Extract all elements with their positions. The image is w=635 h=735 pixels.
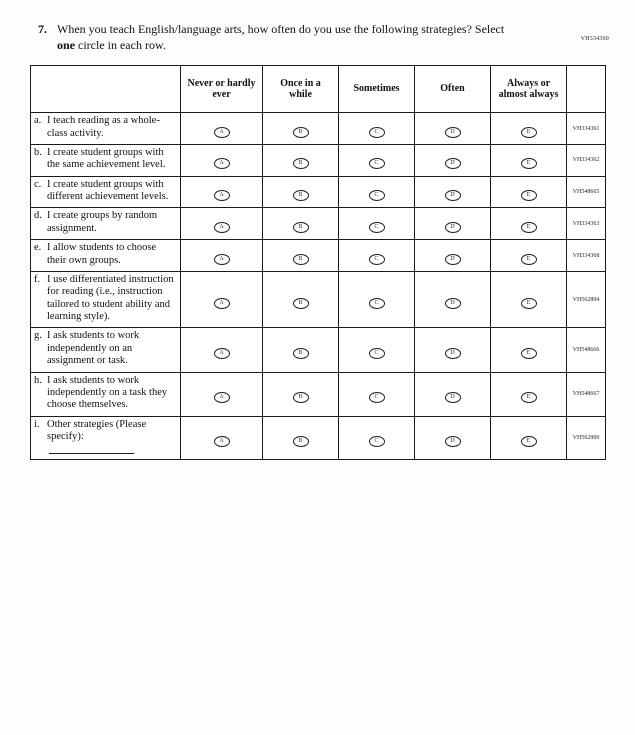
row-item-cell bbox=[31, 372, 181, 416]
row-letter: e. bbox=[34, 242, 42, 254]
answer-bubble-5[interactable]: E bbox=[521, 190, 537, 201]
table-row bbox=[31, 271, 606, 328]
answer-cell-1 bbox=[181, 271, 263, 328]
code-column-header bbox=[567, 66, 606, 113]
column-header-never-or-hardly-ever: Never or hardly ever bbox=[181, 66, 263, 113]
row-item-cell bbox=[31, 176, 181, 208]
answer-cell-5 bbox=[491, 328, 567, 372]
answer-cell-1 bbox=[181, 372, 263, 416]
answer-bubble-2[interactable]: B bbox=[293, 392, 309, 403]
row-item-cell bbox=[31, 271, 181, 328]
answer-bubble-4[interactable]: D bbox=[445, 158, 461, 169]
answer-cell-2 bbox=[263, 208, 339, 240]
form-code: VH334360 bbox=[580, 36, 609, 42]
question-bold-word: one bbox=[57, 37, 75, 52]
row-letter: h. bbox=[34, 374, 42, 386]
answer-cell-4 bbox=[415, 271, 491, 328]
answer-bubble-4[interactable]: D bbox=[445, 392, 461, 403]
row-text: I create groups by random assignment. bbox=[47, 210, 158, 234]
answer-cell-2 bbox=[263, 416, 339, 460]
table-body bbox=[31, 113, 606, 460]
answer-bubble-2[interactable]: B bbox=[293, 254, 309, 265]
answer-bubble-2[interactable]: B bbox=[293, 222, 309, 233]
answer-bubble-1[interactable]: A bbox=[214, 158, 230, 169]
answer-cell-4 bbox=[415, 328, 491, 372]
answer-bubble-3[interactable]: C bbox=[369, 348, 385, 359]
row-letter: a. bbox=[34, 115, 42, 127]
answer-cell-4 bbox=[415, 372, 491, 416]
row-code: VH334363 bbox=[567, 208, 606, 240]
column-header-sometimes: Sometimes bbox=[339, 66, 415, 113]
answer-bubble-1[interactable]: A bbox=[214, 298, 230, 309]
row-code: VH334362 bbox=[567, 144, 606, 176]
answer-cell-5 bbox=[491, 208, 567, 240]
answer-bubble-2[interactable]: B bbox=[293, 190, 309, 201]
answer-cell-2 bbox=[263, 176, 339, 208]
row-text: I create student groups with the same achievement level. bbox=[47, 146, 166, 171]
row-letter: g. bbox=[34, 330, 42, 342]
answer-bubble-2[interactable]: B bbox=[293, 348, 309, 359]
table-row bbox=[31, 372, 606, 416]
table-row bbox=[31, 113, 606, 145]
row-code: VH562894 bbox=[567, 271, 606, 328]
answer-bubble-1[interactable]: A bbox=[214, 348, 230, 359]
answer-bubble-1[interactable]: A bbox=[214, 436, 230, 447]
answer-cell-1 bbox=[181, 208, 263, 240]
row-code: VH548666 bbox=[567, 328, 606, 372]
answer-cell-2 bbox=[263, 113, 339, 145]
answer-cell-4 bbox=[415, 144, 491, 176]
answer-cell-4 bbox=[415, 113, 491, 145]
answer-cell-2 bbox=[263, 240, 339, 272]
question-text-part2: circle in each row. bbox=[75, 37, 166, 52]
answer-cell-3 bbox=[339, 113, 415, 145]
row-code: VH334368 bbox=[567, 240, 606, 272]
table-row bbox=[31, 176, 606, 208]
answer-cell-2 bbox=[263, 328, 339, 372]
row-code: VH548665 bbox=[567, 176, 606, 208]
answer-bubble-1[interactable]: A bbox=[214, 190, 230, 201]
table-header-row bbox=[31, 66, 606, 113]
answer-cell-1 bbox=[181, 416, 263, 460]
answer-bubble-2[interactable]: B bbox=[293, 298, 309, 309]
answer-cell-3 bbox=[339, 208, 415, 240]
answer-cell-2 bbox=[263, 372, 339, 416]
row-letter: f. bbox=[34, 273, 41, 285]
question-number: 7. bbox=[38, 22, 47, 36]
answer-cell-1 bbox=[181, 240, 263, 272]
table-row bbox=[31, 240, 606, 272]
answer-cell-1 bbox=[181, 144, 263, 176]
row-code: VH562900 bbox=[567, 416, 606, 460]
answer-cell-4 bbox=[415, 240, 491, 272]
answer-cell-2 bbox=[263, 271, 339, 328]
answer-bubble-3[interactable]: C bbox=[369, 127, 385, 138]
answer-cell-5 bbox=[491, 176, 567, 208]
answer-bubble-4[interactable]: D bbox=[445, 222, 461, 233]
answer-bubble-1[interactable]: A bbox=[214, 222, 230, 233]
answer-bubble-1[interactable]: A bbox=[214, 127, 230, 138]
row-letter: i. bbox=[34, 418, 40, 430]
column-header-often: Often bbox=[415, 66, 491, 113]
answer-bubble-4[interactable]: D bbox=[445, 190, 461, 201]
answer-bubble-4[interactable]: D bbox=[445, 348, 461, 359]
item-column-header bbox=[31, 66, 181, 113]
row-text: I ask students to work independently on an assignment or task. bbox=[47, 330, 140, 367]
specify-blank-line[interactable] bbox=[49, 452, 134, 454]
row-letter: d. bbox=[34, 210, 42, 222]
answer-bubble-4[interactable]: D bbox=[445, 127, 461, 138]
answer-cell-5 bbox=[491, 144, 567, 176]
row-letter: b. bbox=[34, 146, 42, 158]
table-row bbox=[31, 416, 606, 460]
answer-bubble-3[interactable]: C bbox=[369, 190, 385, 201]
answer-bubble-5[interactable]: E bbox=[521, 298, 537, 309]
answer-bubble-3[interactable]: C bbox=[369, 158, 385, 169]
row-letter: c. bbox=[34, 178, 42, 190]
answer-bubble-3[interactable]: C bbox=[369, 392, 385, 403]
answer-bubble-2[interactable]: B bbox=[293, 436, 309, 447]
answer-bubble-4[interactable]: D bbox=[445, 436, 461, 447]
row-item-cell bbox=[31, 328, 181, 372]
answer-cell-5 bbox=[491, 113, 567, 145]
answer-cell-1 bbox=[181, 113, 263, 145]
answer-cell-3 bbox=[339, 271, 415, 328]
questionnaire-page bbox=[0, 22, 635, 460]
row-code: VH548667 bbox=[567, 372, 606, 416]
answer-cell-3 bbox=[339, 240, 415, 272]
answer-cell-3 bbox=[339, 416, 415, 460]
row-text: I allow students to choose their own groups. bbox=[47, 242, 157, 266]
row-text: I create student groups with different achievement levels. bbox=[47, 178, 169, 203]
row-item-cell bbox=[31, 208, 181, 240]
answer-bubble-2[interactable]: B bbox=[293, 127, 309, 138]
answer-cell-3 bbox=[339, 144, 415, 176]
answer-cell-5 bbox=[491, 240, 567, 272]
answer-bubble-5[interactable]: E bbox=[521, 127, 537, 138]
row-text: I use differentiated instruction for reading (i.e., instruction tailored to student ability and learning style). bbox=[47, 273, 174, 323]
row-code: VH334361 bbox=[567, 113, 606, 145]
table-row bbox=[31, 144, 606, 176]
answer-cell-4 bbox=[415, 176, 491, 208]
question-block bbox=[38, 22, 635, 53]
answer-bubble-1[interactable]: A bbox=[214, 392, 230, 403]
answer-bubble-3[interactable]: C bbox=[369, 436, 385, 447]
answer-bubble-3[interactable]: C bbox=[369, 222, 385, 233]
row-text: Other strategies (Please specify): bbox=[47, 418, 147, 443]
answer-cell-5 bbox=[491, 271, 567, 328]
question-text-part1: When you teach English/language arts, how often do you use the following strategies? Select bbox=[57, 22, 505, 36]
answer-bubble-1[interactable]: A bbox=[214, 254, 230, 265]
answer-bubble-5[interactable]: E bbox=[521, 254, 537, 265]
strategies-table bbox=[30, 65, 606, 460]
row-text: I teach reading as a whole-class activity. bbox=[47, 115, 160, 139]
answer-cell-5 bbox=[491, 416, 567, 460]
answer-cell-4 bbox=[415, 416, 491, 460]
answer-cell-3 bbox=[339, 176, 415, 208]
answer-bubble-5[interactable]: E bbox=[521, 436, 537, 447]
answer-bubble-4[interactable]: D bbox=[445, 298, 461, 309]
answer-bubble-2[interactable]: B bbox=[293, 158, 309, 169]
row-item-cell bbox=[31, 240, 181, 272]
answer-cell-1 bbox=[181, 176, 263, 208]
answer-cell-2 bbox=[263, 144, 339, 176]
table-row bbox=[31, 208, 606, 240]
answer-bubble-5[interactable]: E bbox=[521, 158, 537, 169]
answer-bubble-4[interactable]: D bbox=[445, 254, 461, 265]
answer-cell-3 bbox=[339, 328, 415, 372]
answer-bubble-5[interactable]: E bbox=[521, 222, 537, 233]
table-row bbox=[31, 328, 606, 372]
answer-cell-3 bbox=[339, 372, 415, 416]
row-item-cell bbox=[31, 113, 181, 145]
answer-bubble-3[interactable]: C bbox=[369, 298, 385, 309]
question-text bbox=[57, 22, 509, 53]
answer-cell-5 bbox=[491, 372, 567, 416]
answer-bubble-5[interactable]: E bbox=[521, 348, 537, 359]
row-item-cell bbox=[31, 416, 181, 460]
answer-cell-1 bbox=[181, 328, 263, 372]
answer-bubble-3[interactable]: C bbox=[369, 254, 385, 265]
row-text: I ask students to work independently on a task they choose themselves. bbox=[47, 374, 168, 411]
column-header-once-in-a-while: Once in a while bbox=[263, 66, 339, 113]
answer-bubble-5[interactable]: E bbox=[521, 392, 537, 403]
column-header-always-or-almost-always: Always or almost always bbox=[491, 66, 567, 113]
row-item-cell bbox=[31, 144, 181, 176]
answer-cell-4 bbox=[415, 208, 491, 240]
